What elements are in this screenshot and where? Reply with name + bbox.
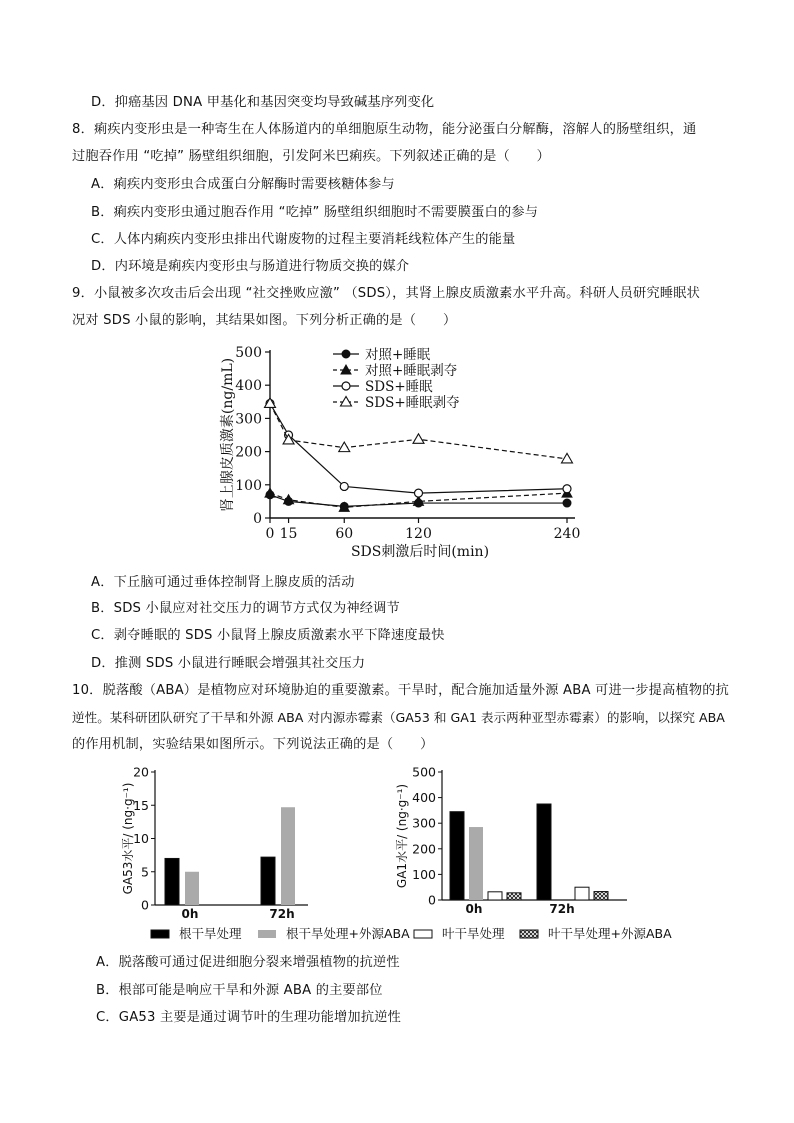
data-point-s4 bbox=[562, 453, 573, 463]
data-point-s4 bbox=[339, 442, 350, 452]
y-tick-label: 100 bbox=[235, 477, 262, 494]
q7-option-d: D．抑癌基因 DNA 甲基化和基因突变均导致碱基序列变化 bbox=[91, 95, 435, 110]
bar-72h-s3 bbox=[575, 887, 589, 900]
y-tick-label: 0 bbox=[428, 892, 436, 908]
series-line-4 bbox=[270, 403, 567, 458]
q10-option-b: B．根部可能是响应干旱和外源 ABA 的主要部位 bbox=[96, 983, 383, 998]
q9-option-d: D．推测 SDS 小鼠进行睡眠会增强其社交压力 bbox=[91, 656, 366, 671]
y-tick-label: 300 bbox=[235, 411, 262, 428]
legend-label-4: SDS+睡眠剥夺 bbox=[365, 395, 460, 411]
data-point-s3 bbox=[563, 485, 571, 493]
q8-option-a: A．痢疾内变形虫合成蛋白分解酶时需要核糖体参与 bbox=[91, 177, 395, 192]
bar-0h-s1 bbox=[165, 858, 179, 905]
y-tick-label: 20 bbox=[133, 764, 149, 780]
y-tick-label: 0 bbox=[141, 897, 149, 913]
data-point-s3 bbox=[340, 482, 348, 490]
x-category-label: 0h bbox=[465, 902, 483, 916]
data-point-s4 bbox=[413, 434, 424, 444]
y-tick-label: 5 bbox=[141, 864, 149, 880]
legend-marker-3 bbox=[342, 382, 350, 390]
bar-0h-s3 bbox=[488, 892, 502, 900]
legend-swatch-4 bbox=[520, 930, 538, 938]
legend-label-2: 对照+睡眠剥夺 bbox=[365, 363, 458, 379]
data-point-s3 bbox=[415, 489, 423, 497]
q10-stem-line1: 10．脱落酸（ABA）是植物应对环境胁迫的重要激素。干旱时，配合施加适量外源 ABA 可进一步提高植物的抗 bbox=[72, 683, 730, 698]
y-tick-label: 100 bbox=[412, 866, 436, 882]
x-tick-label: 240 bbox=[553, 526, 581, 542]
bar-72h-s2 bbox=[281, 807, 295, 905]
bar-0h-s1 bbox=[450, 812, 464, 900]
q8-stem-line1: 8．痢疾内变形虫是一种寄生在人体肠道内的单细胞原生动物，能分泌蛋白分解酶，溶解人的肠壁组织，通 bbox=[72, 122, 697, 137]
q9-stem-line1: 9．小鼠被多次攻击后会出现 “社交挫败应激” （SDS），其肾上腺皮质激素水平升高。科研人员研究睡眠状 bbox=[72, 286, 700, 301]
q9-option-a: A．下丘脑可通过垂体控制肾上腺皮质的活动 bbox=[91, 575, 355, 590]
bar-72h-s4 bbox=[594, 892, 608, 900]
ga1-bar-chart bbox=[392, 762, 637, 922]
y-tick-label: 200 bbox=[412, 841, 436, 857]
legend-swatch-1 bbox=[151, 930, 169, 938]
y-tick-label: 400 bbox=[412, 790, 436, 806]
bar-72h-s1 bbox=[261, 857, 275, 905]
cortisol-line-chart bbox=[205, 338, 605, 566]
legend-label-3: SDS+睡眠 bbox=[365, 379, 433, 395]
y-axis-label: 肾上腺皮质激素(ng/mL) bbox=[220, 357, 236, 513]
y-tick-label: 500 bbox=[412, 764, 436, 780]
bar-chart-legend bbox=[145, 924, 685, 944]
q8-option-c: C．人体内痢疾内变形虫排出代谢废物的过程主要消耗线粒体产生的能量 bbox=[91, 232, 516, 247]
series-line-3 bbox=[270, 403, 567, 493]
q9-option-c: C．剥夺睡眠的 SDS 小鼠肾上腺皮质激素水平下降速度最快 bbox=[91, 628, 445, 643]
q8-option-b: B．痢疾内变形虫通过胞吞作用 “吃掉” 肠壁组织细胞时不需要膜蛋白的参与 bbox=[91, 205, 539, 220]
bar-0h-s2 bbox=[185, 872, 199, 905]
x-category-label: 0h bbox=[181, 907, 199, 921]
legend-marker-1 bbox=[342, 350, 350, 358]
bar-0h-s4 bbox=[507, 893, 521, 900]
q10-option-a: A．脱落酸可通过促进细胞分裂来增强植物的抗逆性 bbox=[96, 955, 400, 970]
y-tick-label: 0 bbox=[253, 511, 262, 527]
x-category-label: 72h bbox=[269, 907, 295, 921]
y-tick-label: 10 bbox=[133, 831, 149, 846]
q8-stem-line2: 过胞吞作用 “吃掉” 肠壁组织细胞，引发阿米巴痢疾。下列叙述正确的是（ ） bbox=[72, 149, 551, 164]
bar-72h-s1 bbox=[537, 804, 551, 900]
ga53-bar-chart bbox=[118, 762, 323, 922]
x-tick-label: 15 bbox=[279, 526, 298, 542]
y-tick-label: 500 bbox=[235, 345, 262, 361]
q10-option-c: C．GA53 主要是通过调节叶的生理功能增加抗逆性 bbox=[96, 1010, 401, 1025]
legend-swatch-2 bbox=[258, 930, 276, 938]
bar-0h-s2 bbox=[469, 827, 483, 900]
legend-label-1: 对照+睡眠 bbox=[365, 347, 431, 363]
q8-option-d: D．内环境是痢疾内变形虫与肠道进行物质交换的媒介 bbox=[91, 259, 410, 274]
q10-stem-line2: 逆性。某科研团队研究了干旱和外源 ABA 对内源赤霉素（GA53 和 GA1 表示两种亚型赤霉素）的影响，以探究 ABA bbox=[72, 710, 725, 725]
legend-label-4: 叶干旱处理+外源ABA bbox=[548, 926, 672, 941]
y-tick-label: 200 bbox=[235, 444, 262, 461]
legend-label-1: 根干旱处理 bbox=[179, 926, 242, 941]
y-tick-label: 15 bbox=[133, 797, 149, 813]
legend-swatch-3 bbox=[414, 930, 432, 938]
y-tick-label: 400 bbox=[235, 378, 262, 395]
y-axis-label: GA53水平/ (ng·g⁻¹) bbox=[121, 782, 135, 895]
q9-option-b: B．SDS 小鼠应对社交压力的调节方式仅为神经调节 bbox=[91, 601, 400, 616]
x-category-label: 72h bbox=[549, 902, 575, 916]
y-tick-label: 300 bbox=[412, 815, 436, 831]
x-tick-label: 120 bbox=[405, 526, 432, 542]
q9-stem-line2: 况对 SDS 小鼠的影响，其结果如图。下列分析正确的是（ ） bbox=[72, 313, 457, 328]
data-point-s1 bbox=[563, 499, 571, 507]
x-axis-label: SDS刺激后时间(min) bbox=[350, 544, 490, 560]
y-axis-label: GA1水平/ (ng·g⁻¹) bbox=[395, 783, 409, 889]
legend-marker-4 bbox=[341, 397, 352, 407]
q10-stem-line3: 的作用机制，实验结果如图所示。下列说法正确的是（ ） bbox=[72, 737, 434, 752]
legend-label-3: 叶干旱处理 bbox=[442, 926, 505, 941]
x-tick-label: 60 bbox=[335, 526, 354, 542]
x-tick-label: 0 bbox=[265, 526, 275, 542]
legend-label-2: 根干旱处理+外源ABA bbox=[286, 926, 410, 941]
